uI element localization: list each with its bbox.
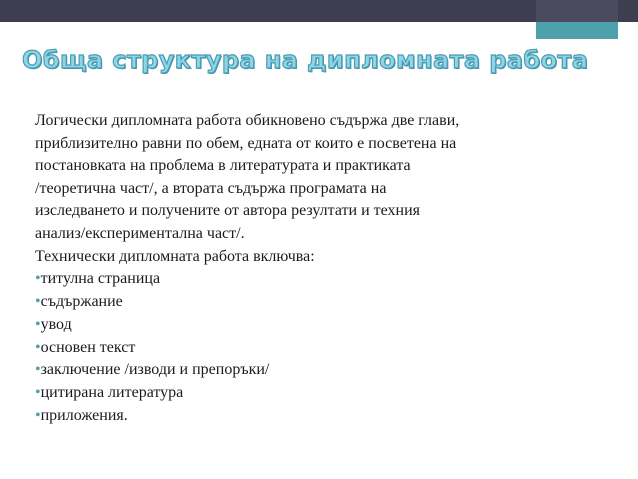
bullet-icon: • bbox=[35, 361, 41, 379]
slide-body bbox=[35, 110, 610, 428]
bullet-icon: • bbox=[35, 338, 41, 356]
list-item-label: увод bbox=[40, 315, 72, 333]
list-item bbox=[35, 359, 610, 382]
bullet-icon: • bbox=[35, 315, 41, 333]
bullet-icon: • bbox=[35, 406, 41, 424]
list-item-label: заключение /изводи и препоръки/ bbox=[40, 361, 270, 379]
list-item-label: цитирана литература bbox=[40, 384, 184, 402]
bullet-icon: • bbox=[35, 292, 41, 310]
paragraph-line: Логически дипломната работа обикновено съдържа две глави, bbox=[35, 112, 460, 129]
paragraph-line: /теоретична част/, а втората съдържа програмата на bbox=[35, 179, 387, 197]
paragraph-line: анализ/експериментална част/. bbox=[35, 224, 245, 242]
list-item bbox=[35, 291, 610, 314]
components-list bbox=[35, 268, 610, 428]
paragraph-line: постановката на проблема в литературата и практиката bbox=[35, 157, 411, 175]
list-item-label: титулна страница bbox=[40, 270, 161, 288]
bullet-icon: • bbox=[35, 384, 41, 402]
paragraph-line: приблизително равни по обем, едната от които е посветена на bbox=[35, 134, 457, 152]
list-item bbox=[35, 314, 610, 337]
list-item-label: приложения. bbox=[40, 406, 128, 424]
logical-paragraph bbox=[35, 110, 610, 246]
list-item bbox=[35, 268, 610, 291]
list-item-label: основен текст bbox=[40, 338, 136, 356]
technical-intro: Технически дипломната работа включва: bbox=[35, 247, 315, 265]
slide-title: Обща структура на дипломната работа bbox=[22, 46, 589, 74]
list-item bbox=[35, 382, 610, 405]
list-item-label: съдържание bbox=[40, 292, 123, 310]
list-item bbox=[35, 405, 610, 428]
list-item bbox=[35, 337, 610, 360]
paragraph-line: изследването и получените от автора резултати и техния bbox=[35, 202, 420, 220]
bullet-icon: • bbox=[35, 270, 41, 288]
top-accent-block bbox=[536, 22, 618, 39]
